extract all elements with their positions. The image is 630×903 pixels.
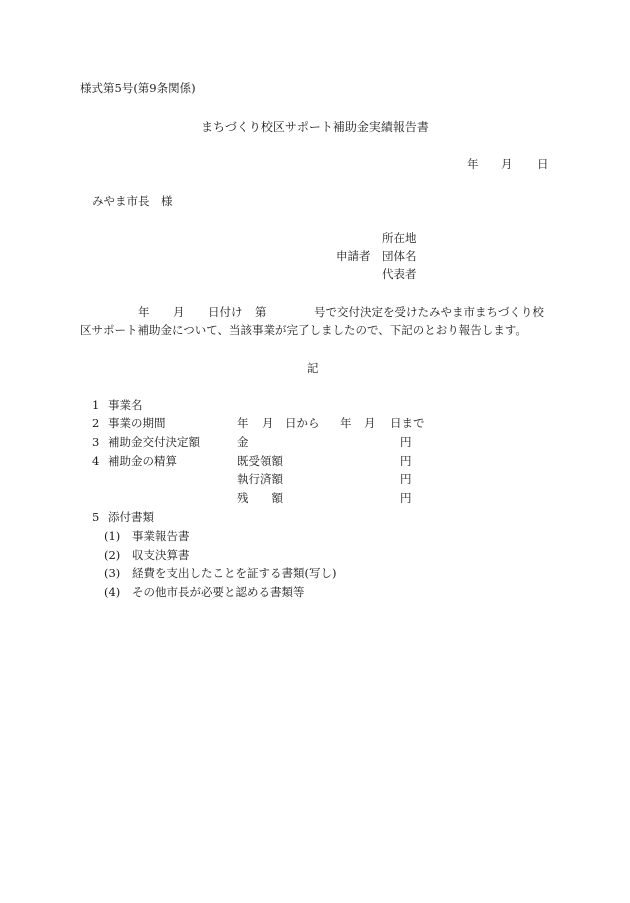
ki-heading: 記 xyxy=(307,361,319,375)
item5-number: 5 xyxy=(92,510,100,524)
attachment-number: (2) xyxy=(104,548,121,562)
item2-end-day: 日まで xyxy=(390,416,425,430)
representative-label: 代表者 xyxy=(382,267,417,281)
body-year: 年 xyxy=(138,305,150,319)
body-no-prefix: 第 xyxy=(255,305,267,319)
item5-label: 添付書類 xyxy=(108,510,154,524)
body-month: 月 xyxy=(173,305,185,319)
addressee: みやま市長 様 xyxy=(92,194,173,208)
date-day: 日 xyxy=(537,157,549,171)
body-line2: 区サポート補助金について、当該事業が完了しましたので、下記のとおり報告します。 xyxy=(80,323,527,337)
executed-amount-unit: 円 xyxy=(400,472,412,486)
item2-start-day: 日から xyxy=(285,416,320,430)
received-amount-label: 既受領額 xyxy=(237,454,283,468)
item4-number: 4 xyxy=(92,454,100,468)
date-year: 年 xyxy=(467,157,479,171)
balance-label: 残 額 xyxy=(237,491,283,505)
org-name-label: 団体名 xyxy=(382,249,417,263)
body-day-ref: 日付け xyxy=(208,305,243,319)
attachment-number: (4) xyxy=(104,585,121,599)
item3-number: 3 xyxy=(92,435,100,449)
item4-label: 補助金の精算 xyxy=(108,454,177,468)
item3-unit: 円 xyxy=(400,435,412,449)
item2-start-year: 年 xyxy=(237,416,249,430)
executed-amount-label: 執行済額 xyxy=(237,472,283,486)
item2-start-month: 月 xyxy=(262,416,274,430)
attachment-label: その他市長が必要と認める書類等 xyxy=(132,585,305,599)
applicant-label: 申請者 xyxy=(336,249,371,263)
balance-unit: 円 xyxy=(400,491,412,505)
attachment-label: 事業報告書 xyxy=(132,529,190,543)
item3-prefix: 金 xyxy=(237,435,249,449)
item2-label: 事業の期間 xyxy=(108,416,166,430)
attachment-number: (3) xyxy=(104,566,121,580)
address-label: 所在地 xyxy=(382,231,417,245)
attachment-label: 収支決算書 xyxy=(132,548,190,562)
item3-label: 補助金交付決定額 xyxy=(108,435,200,449)
attachment-label: 経費を支出したことを証する書類(写し) xyxy=(132,566,337,580)
document-title: まちづくり校区サポート補助金実績報告書 xyxy=(201,120,429,134)
received-amount-unit: 円 xyxy=(400,454,412,468)
date-month: 月 xyxy=(501,157,513,171)
attachment-number: (1) xyxy=(104,529,121,543)
item1-label: 事業名 xyxy=(108,398,143,412)
item2-end-month: 月 xyxy=(364,416,376,430)
form-number: 様式第5号(第9条関係) xyxy=(80,81,196,95)
item2-number: 2 xyxy=(92,416,100,430)
item1-number: 1 xyxy=(92,398,100,412)
item2-end-year: 年 xyxy=(340,416,352,430)
body-line1-rest: 号で交付決定を受けたみやま市まちづくり校 xyxy=(314,305,544,319)
